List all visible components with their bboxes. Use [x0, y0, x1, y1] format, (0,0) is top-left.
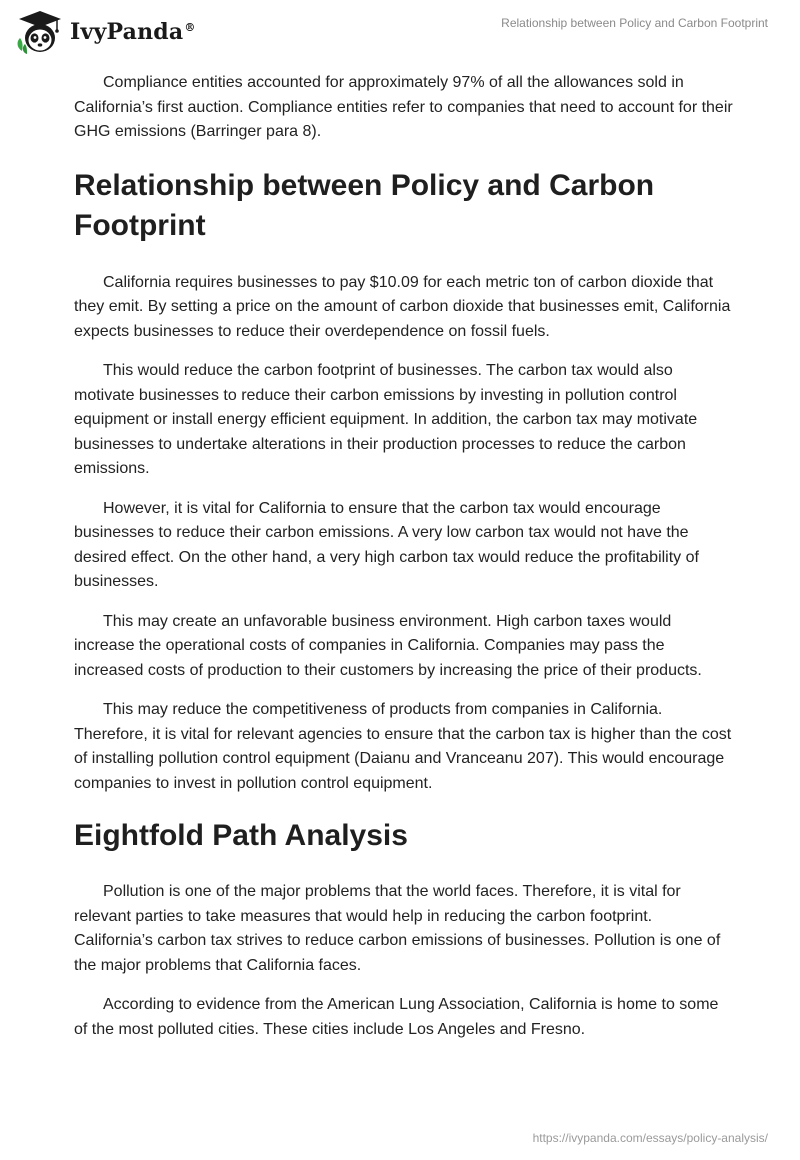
source-url[interactable]: https://ivypanda.com/essays/policy-analysis/ [532, 1131, 768, 1145]
policy-paragraph-5: This may reduce the competitiveness of products from companies in California. Therefore, it is vital for relevant agencies to ensure that the carbon tax is higher than the cost of installing pollution control equipment (Daianu and Vranceanu 207). This would encourage companies to invest in pollution control equipment. [74, 701, 732, 792]
eightfold-paragraph-1: Pollution is one of the major problems that the world faces. Therefore, it is vital for relevant parties to take measures that would help in reducing the carbon footprint. California’s carbon tax strives to reduce carbon emissions of businesses. Pollution is one of the major problems that California faces. [74, 883, 721, 974]
ivypanda-logo[interactable] [14, 8, 196, 56]
page-header [0, 0, 800, 64]
policy-paragraph-1: California requires businesses to pay $10.09 for each metric ton of carbon dioxide that they emit. By setting a price on the amount of carbon dioxide that businesses emit, California expects businesses to reduce their overdependence on fossil fuels. [74, 273, 731, 340]
policy-paragraph-3: However, it is vital for California to ensure that the carbon tax would encourage businesses to reduce their carbon emissions. A very low carbon tax would not have the desired effect. On the other hand, a very high carbon tax would reduce the profitability of businesses. [74, 499, 699, 590]
section-heading-policy: Relationship between Policy and Carbon Footprint [74, 168, 655, 242]
running-title: Relationship between Policy and Carbon Footprint [501, 16, 768, 30]
section-heading-eightfold: Eightfold Path Analysis [74, 819, 408, 852]
eightfold-paragraph-2: According to evidence from the American Lung Association, California is home to some of the most polluted cities. These cities include Los Angeles and Fresno. [74, 996, 719, 1038]
logo-wordmark: IvyPanda® [70, 19, 196, 45]
panda-graduate-icon [14, 8, 66, 56]
policy-paragraph-2: This would reduce the carbon footprint of businesses. The carbon tax would also motivate businesses to reduce their carbon emissions by investing in pollution control equipment or install energy efficient equipment. In addition, the carbon tax may motivate businesses to undertake alterations in their production processes to reduce the carbon emissions. [74, 362, 698, 477]
intro-paragraph: Compliance entities accounted for approximately 97% of all the allowances sold in California’s first auction. Compliance entities refer to companies that need to account for their GHG emissions (Barringer para 8). [74, 74, 733, 140]
policy-paragraph-4: This may create an unfavorable business environment. High carbon taxes would increase the operational costs of companies in California. Companies may pass the increased costs of production to their customers by increasing the price of their products. [74, 612, 702, 679]
essay-body [74, 71, 734, 1057]
